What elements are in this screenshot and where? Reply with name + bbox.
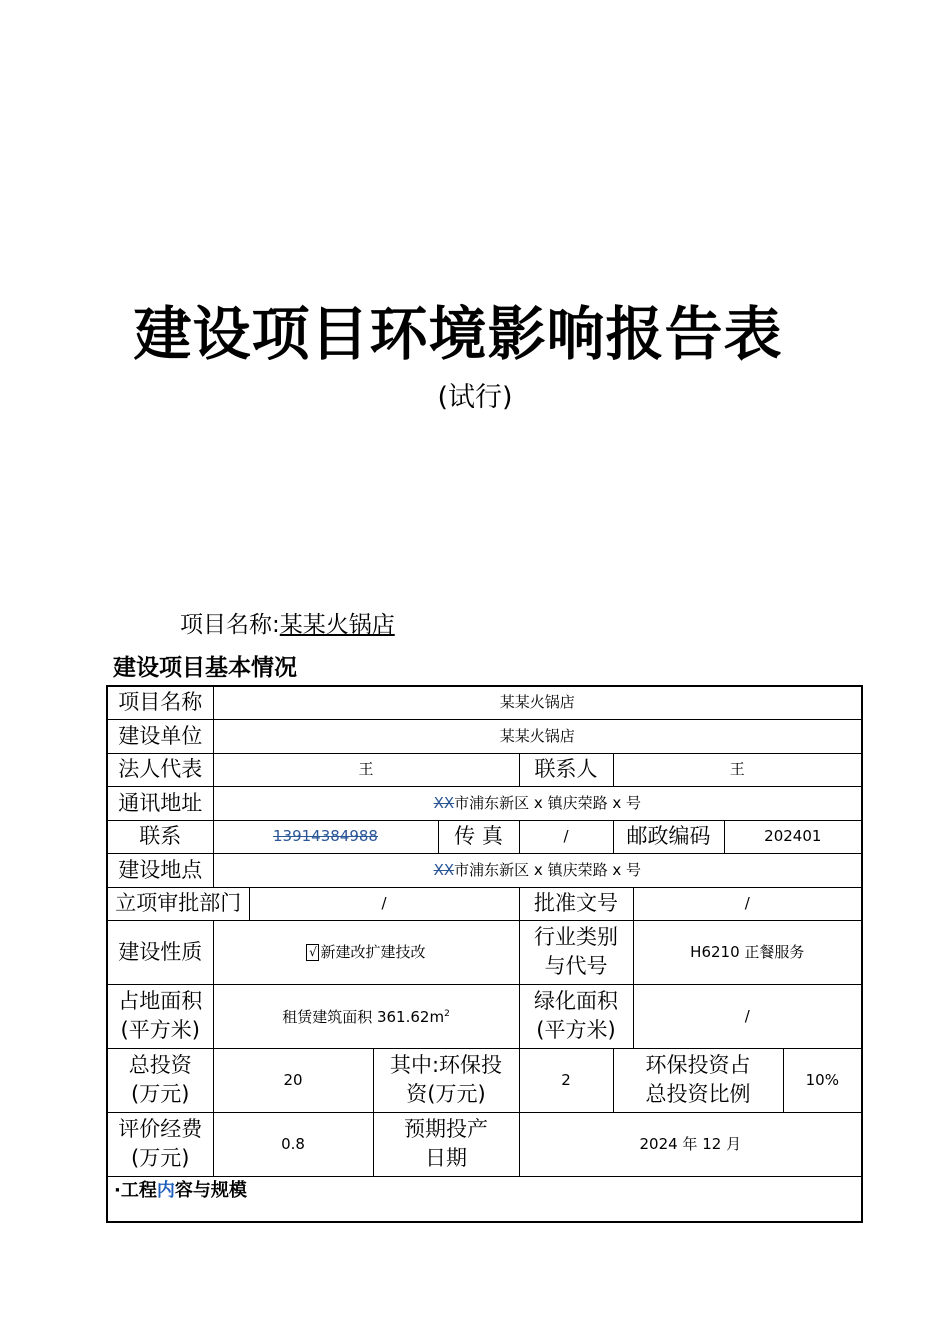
table-row (107, 887, 862, 920)
land-value: 租赁建筑面积 361.62m (282, 1008, 445, 1026)
project-name-value: 某某火锅店 (279, 612, 395, 638)
phone-number: 13914384988 (273, 827, 378, 845)
table-row (107, 1176, 862, 1222)
document-title: 建设项目环境影响报告表 (133, 300, 783, 368)
fee-label (107, 1112, 213, 1176)
ratio-label-line-2: 总投资比例 (645, 1082, 751, 1106)
expected-label (373, 1112, 519, 1176)
unit-value: 某某火锅店 (213, 719, 862, 753)
approval-dept-value: / (249, 887, 519, 920)
content-heading-prefix: ·工程 (114, 1179, 157, 1201)
table-row (107, 1112, 862, 1176)
invest-label-line-2: (万元) (131, 1082, 190, 1106)
project-name-label: 项目名称: (180, 612, 280, 638)
unit-label: 建设单位 (107, 719, 213, 753)
ratio-value: 10% (783, 1048, 862, 1112)
approval-dept-label: 立项审批部门 (107, 887, 249, 920)
ratio-label (613, 1048, 783, 1112)
postal-value: 202401 (724, 820, 862, 853)
site-rest: 市浦东新区 x 镇庆荣路 x 号 (454, 860, 641, 879)
land-label-line-1: 占地面积 (118, 989, 203, 1013)
env-invest-value: 2 (519, 1048, 613, 1112)
green-value: / (633, 984, 862, 1048)
table-row (107, 920, 862, 984)
land-label (107, 984, 213, 1048)
contact-label: 联系人 (519, 753, 613, 786)
land-value-superscript: 2 (444, 1009, 450, 1019)
content-scale-heading (110, 1177, 859, 1205)
checkbox-icon: √ (306, 944, 319, 961)
site-value (213, 853, 862, 887)
green-label-line-1: 绿化面积 (534, 989, 618, 1013)
address-prefix: XX (433, 793, 455, 812)
expected-label-line-2: 日期 (425, 1146, 467, 1170)
green-label (519, 984, 633, 1048)
approval-no-value: / (633, 887, 862, 920)
table-row (107, 686, 862, 719)
site-prefix: XX (433, 860, 455, 879)
section-title: 建设项目基本情况 (113, 655, 297, 681)
project-name-cell-label: 项目名称 (107, 686, 213, 719)
fee-label-line-2: (万元) (131, 1146, 190, 1170)
table-row (107, 853, 862, 887)
address-label: 通讯地址 (107, 786, 213, 820)
nature-value: 新建改扩建技改 (320, 942, 426, 961)
table-row (107, 753, 862, 786)
table-row (107, 820, 862, 853)
address-value (213, 786, 862, 820)
site-label: 建设地点 (107, 853, 213, 887)
fee-label-line-1: 评价经费 (118, 1117, 203, 1141)
legal-rep-value: 王 (213, 753, 519, 786)
contact-value: 王 (613, 753, 862, 786)
fee-value: 0.8 (213, 1112, 373, 1176)
table-row (107, 786, 862, 820)
phone-value (213, 820, 438, 853)
basic-info-table (106, 685, 863, 1223)
phone-label: 联系 (107, 820, 213, 853)
invest-value: 20 (213, 1048, 373, 1112)
content-heading-suffix: 容与规模 (174, 1179, 247, 1201)
industry-label (519, 920, 633, 984)
nature-label: 建设性质 (107, 920, 213, 984)
env-invest-label (373, 1048, 519, 1112)
table-row (107, 984, 862, 1048)
legal-rep-label: 法人代表 (107, 753, 213, 786)
ratio-label-line-1: 环保投资占 (645, 1053, 751, 1077)
green-label-line-2: (平方米) (536, 1018, 616, 1042)
env-invest-label-line-1: 其中:环保投 (389, 1053, 503, 1077)
env-invest-label-line-2: 资(万元) (406, 1082, 486, 1106)
land-value-cell (213, 984, 519, 1048)
fax-value: / (519, 820, 613, 853)
content-scale-cell (107, 1176, 862, 1222)
table-row (107, 1048, 862, 1112)
content-heading-blue: 内 (156, 1179, 175, 1201)
project-name-line (180, 608, 395, 642)
industry-label-line-2: 与代号 (544, 954, 608, 978)
address-rest: 市浦东新区 x 镇庆荣路 x 号 (454, 793, 641, 812)
postal-label: 邮政编码 (613, 820, 724, 853)
approval-no-label: 批准文号 (519, 887, 633, 920)
industry-value: H6210 正餐服务 (633, 920, 862, 984)
invest-label (107, 1048, 213, 1112)
fax-label: 传 真 (438, 820, 519, 853)
table-row (107, 719, 862, 753)
land-label-line-2: (平方米) (120, 1018, 200, 1042)
expected-value: 2024 年 12 月 (519, 1112, 862, 1176)
industry-label-line-1: 行业类别 (534, 925, 618, 949)
expected-label-line-1: 预期投产 (404, 1117, 488, 1141)
project-name-cell-value: 某某火锅店 (213, 686, 862, 719)
nature-value-cell (213, 920, 519, 984)
document-subtitle: (试行) (437, 382, 513, 413)
invest-label-line-1: 总投资 (128, 1053, 192, 1077)
